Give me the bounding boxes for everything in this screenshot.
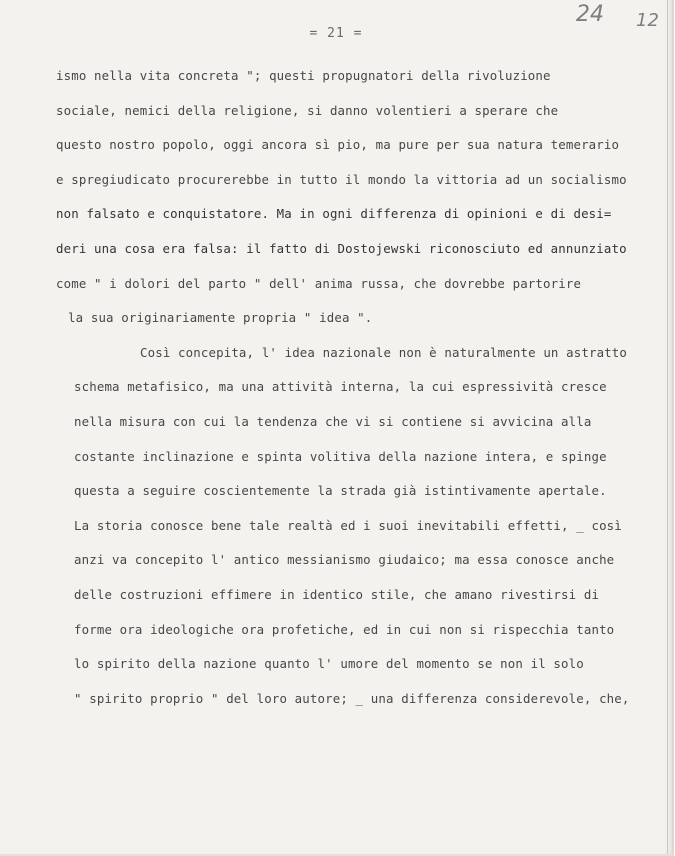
document-body bbox=[56, 66, 636, 723]
text-line: sociale, nemici della religione, si danno volentieri a sperare che bbox=[56, 102, 559, 118]
text-line: ismo nella vita concreta "; questi propugnatori della rivoluzione bbox=[56, 68, 551, 83]
text-line: delle costruzioni effimere in identico stile, che amano rivestirsi di bbox=[74, 586, 600, 602]
handwritten-page-number-left: 24 bbox=[576, 2, 604, 27]
text-line: anzi va concepito l' antico messianismo giudaico; ma essa conosce anche bbox=[74, 552, 615, 568]
text-line: questo nostro popolo, oggi ancora sì pio, ma pure per sua natura temerario bbox=[56, 137, 620, 153]
text-line: la sua originariamente propria " idea ". bbox=[68, 310, 373, 326]
paragraph-start-line: Così concepita, l' idea nazionale non è naturalmente un astratto bbox=[140, 344, 628, 360]
text-line: lo spirito della nazione quanto l' umore del momento se non il solo bbox=[74, 656, 584, 672]
text-line: forme ora ideologiche ora profetiche, ed in cui non si rispecchia tanto bbox=[74, 621, 615, 637]
text-line: e spregiudicato procurerebbe in tutto il mondo la vittoria ad un socialismo bbox=[56, 171, 627, 187]
text-line: deri una cosa era falsa: il fatto di Dostojewski riconosciuto ed annunziato bbox=[56, 240, 627, 256]
text-line: costante inclinazione e spinta volitiva della nazione intera, e spinge bbox=[74, 448, 607, 464]
text-line: come " i dolori del parto " dell' anima russa, che dovrebbe partorire bbox=[56, 275, 582, 291]
text-line: questa a seguire coscientemente la strada già istintivamente apertale. bbox=[74, 483, 607, 499]
page-number-marker: = 21 = bbox=[309, 26, 363, 41]
text-line: schema metafisico, ma una attività interna, la cui espressività cresce bbox=[74, 379, 607, 395]
text-line: " spirito proprio " del loro autore; _ una differenza considerevole, che, bbox=[74, 690, 630, 706]
handwritten-page-number-right: 12 bbox=[636, 10, 659, 31]
text-line: nella misura con cui la tendenza che vi si contiene si avvicina alla bbox=[74, 413, 592, 429]
text-line: La storia conosce bene tale realtà ed i suoi inevitabili effetti, _ così bbox=[74, 517, 622, 533]
text-line: non falsato e conquistatore. Ma in ogni differenza di opinioni e di desi= bbox=[56, 206, 612, 222]
